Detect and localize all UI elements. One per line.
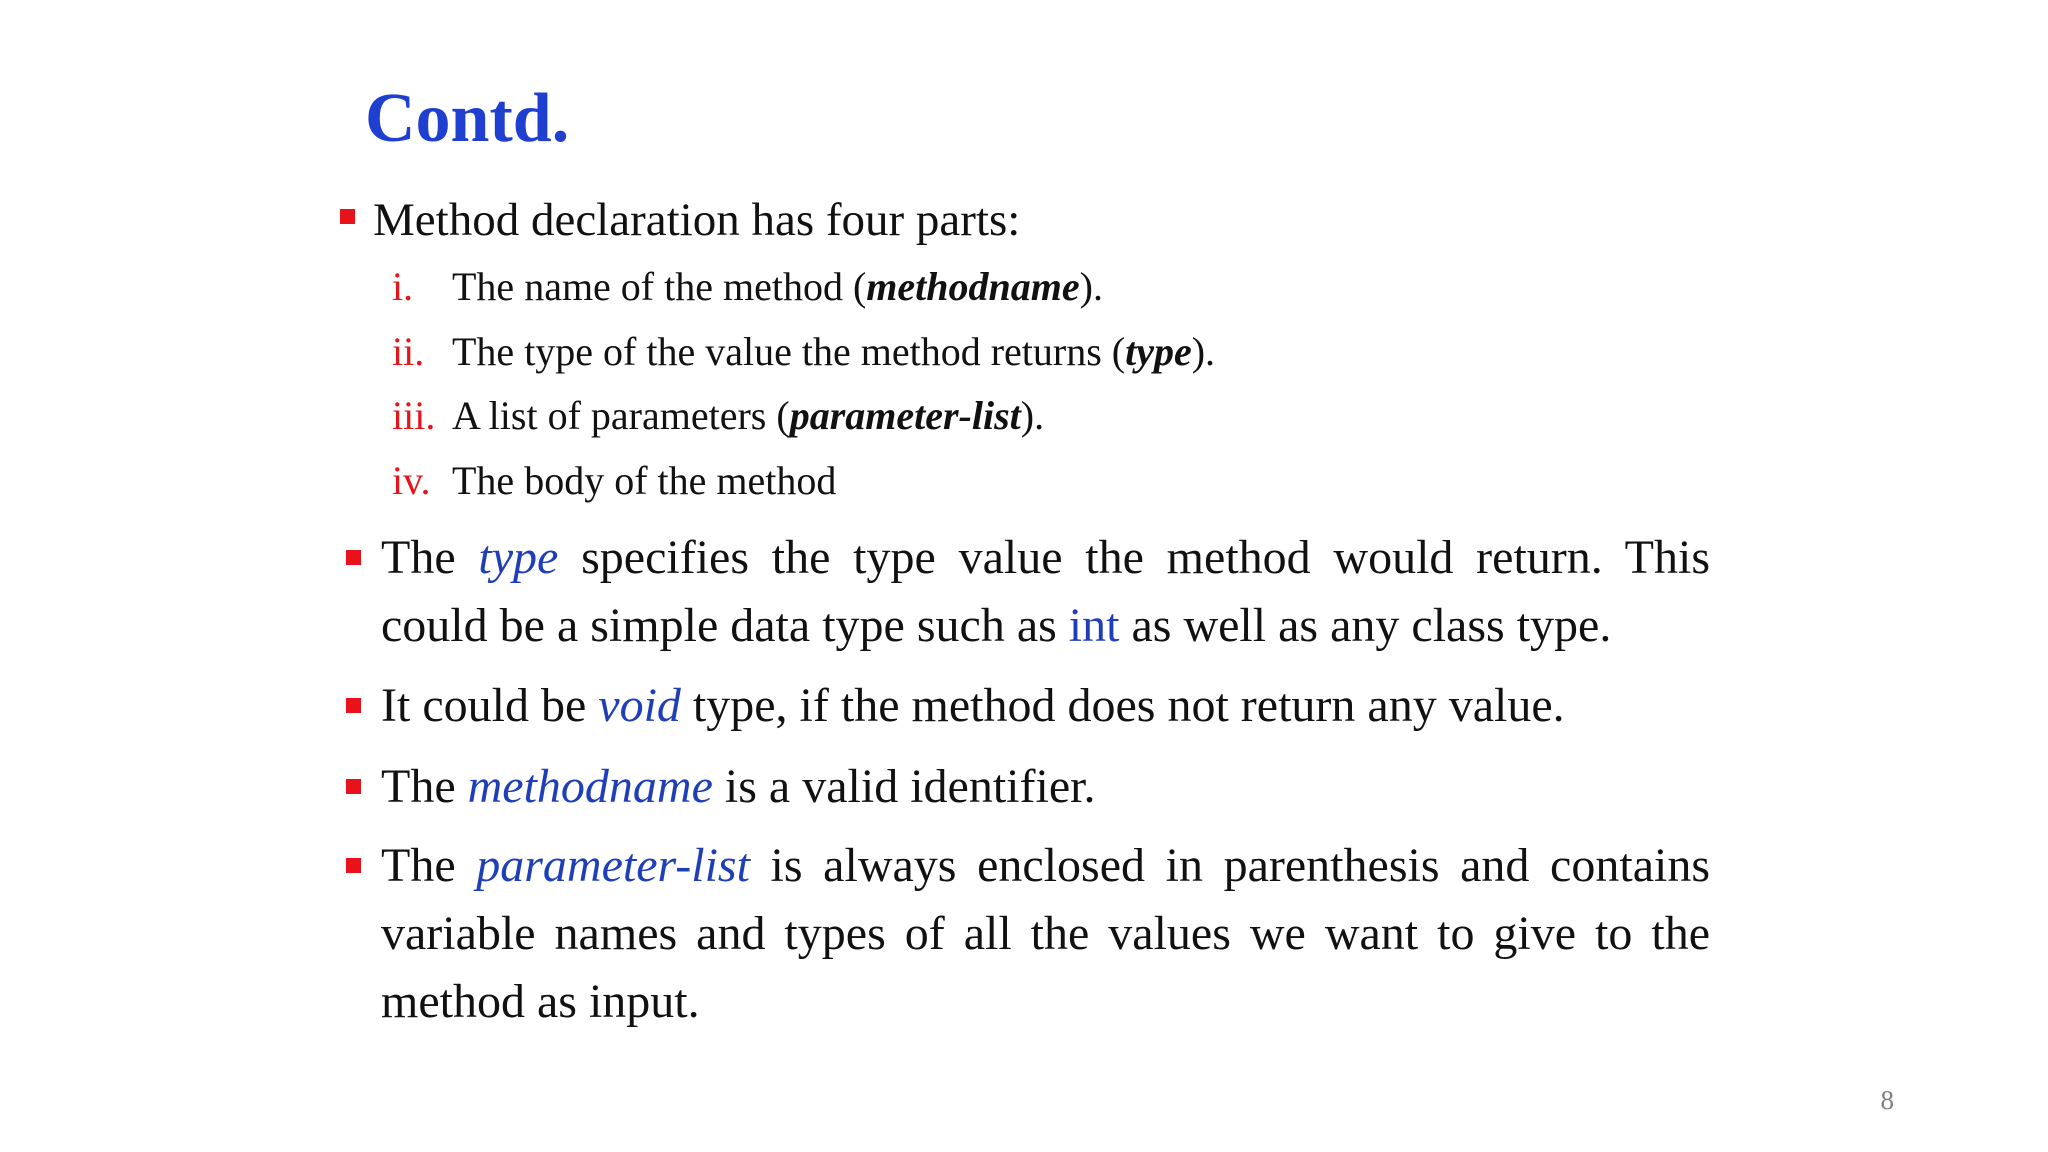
bullet-text [381,672,1710,740]
bullet-text [381,753,1710,821]
text-run: is always enclosed in parenthesis and contains variable names and types of all the values we want to give to the method as input. [381,839,1711,1028]
list-numeral: iv. [392,458,431,504]
bullet-square-icon [340,209,355,224]
text-run: specifies the type value the method would return. This could be a simple data type such as [381,531,1711,652]
text-run: The [381,760,468,813]
text-run: is a valid identifier. [712,760,1096,813]
keyword-type: type [478,531,559,584]
slide-title: Contd. [365,80,570,157]
text-run: The [381,531,479,584]
text-run: The type of the value the method returns ( [452,328,1126,374]
keyword-int: int [1068,599,1120,652]
list-numeral: i. [392,264,414,309]
list-item-text [452,320,1215,385]
text-run: The [381,839,477,892]
bullet-parameter-list [346,832,1710,1036]
page-number: 8 [1880,1085,1894,1115]
bullet-type-explanation [346,524,1710,660]
bullet-methodname [346,753,1710,821]
bullet-text [381,524,1710,660]
list-numeral: iii. [392,393,436,439]
bullet-text [381,832,1710,1036]
text-run: ). [1191,328,1216,374]
list-item-text [452,384,1044,449]
text-run: ). [1079,264,1103,309]
text-run: as well as any class type. [1119,599,1612,652]
text-run: type, if the method does not return any value. [680,679,1565,732]
emphasis-term: parameter-list [789,393,1021,439]
bullet-square-icon [346,698,361,713]
bullet-text: Method declaration has four parts: [373,194,1021,246]
emphasis-term: methodname [866,264,1080,309]
emphasis-term: type [1125,328,1192,374]
list-numeral: ii. [392,328,425,374]
text-run: ). [1020,393,1045,439]
list-item-text [452,255,1103,320]
text-run: It could be [381,679,599,732]
list-item-text: The body of the method [452,458,837,504]
bullet-square-icon [346,550,361,565]
keyword-methodname: methodname [467,760,713,813]
keyword-parameter-list: parameter-list [476,839,750,892]
keyword-void: void [598,679,681,732]
text-run: The name of the method ( [452,264,867,309]
bullet-square-icon [346,779,361,794]
bullet-void-type [346,672,1710,740]
bullet-square-icon [346,858,361,873]
text-run: A list of parameters ( [452,393,790,439]
